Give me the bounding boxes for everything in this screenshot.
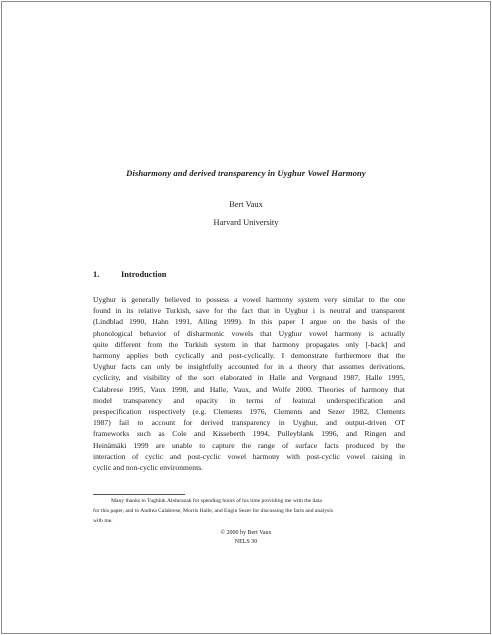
conference-label: NELS 30 bbox=[234, 539, 258, 545]
body-line: frameworks such as Cole and Kisseberth 1994, Pulleyblank 1996, and Ringen and bbox=[93, 429, 405, 439]
body-line: model transparency and opacity in terms of featural underspecification and bbox=[93, 395, 405, 405]
body-line: prespecification respectively (e.g. Clements 1976, Clements and Sezer 1982, Clements bbox=[93, 407, 405, 417]
footnote-line: Many thanks to Tughluk Abdurazak for spending hours of his time providing me with the data bbox=[111, 498, 322, 504]
body-line: found in its relative Turkish, save for the fact that in Uyghur i is neutral and transparent bbox=[93, 306, 405, 316]
author-name: Bert Vaux bbox=[229, 200, 263, 209]
body-line: quite different from the Turkish system in that harmony propagates only [-back] and bbox=[93, 339, 405, 349]
body-line: interaction of cyclic and post-cyclic vowel harmony with post-cyclic vowel raising in bbox=[93, 451, 405, 461]
footnote-line: for this paper, and to Andrea Calabrese, Morris Halle, and Engin Sezer for discussing the facts and analysis bbox=[93, 507, 333, 514]
body-line: Uyghur is generally believed to possess a vowel harmony system very similar to the one bbox=[93, 295, 405, 304]
copyright-notice: © 2000 by Bert Vaux bbox=[220, 530, 272, 536]
body-line: cyclicity, and visibility of the sort elaborated in Halle and Vergnaud 1987, Halle 1995, bbox=[93, 373, 405, 383]
body-line: cyclic and non-cyclic environments. bbox=[93, 463, 204, 473]
footnote-line: with me. bbox=[93, 517, 113, 524]
paper-title: Disharmony and derived transparency in Uyghur Vowel Harmony bbox=[126, 168, 366, 178]
body-line: 1987) fail to account for derived transparency in Uyghur, and output-driven OT bbox=[93, 418, 405, 428]
body-line: harmony applies both cyclically and post-cyclically. I demonstrate furthermore that the bbox=[93, 351, 405, 361]
body-line: phonological behavior of disharmonic vowels that Uyghur vowel harmony is actually bbox=[93, 328, 405, 338]
body-line: Heinämäki 1999 are unable to capture the range of surface facts produced by the bbox=[93, 440, 405, 450]
acknowledgement-footnote bbox=[93, 497, 405, 526]
author-affiliation: Harvard University bbox=[213, 218, 279, 227]
body-line: Uyghur facts can only be insightfully accounted for in a theory that assumes derivations, bbox=[93, 362, 405, 372]
section-heading bbox=[93, 270, 166, 279]
body-line: (Lindblad 1990, Hahn 1991, Alling 1999). In this paper I argue on the basis of the bbox=[93, 317, 405, 327]
introduction-paragraph bbox=[93, 294, 405, 473]
section-title: Introduction bbox=[121, 270, 167, 279]
footnote-divider bbox=[93, 494, 185, 495]
section-number: 1. bbox=[93, 270, 100, 279]
body-line: Calabrese 1995, Vaux 1998, and Halle, Vaux, and Wolfe 2000. Theories of harmony that bbox=[93, 384, 405, 394]
paper-page bbox=[1, 1, 491, 634]
